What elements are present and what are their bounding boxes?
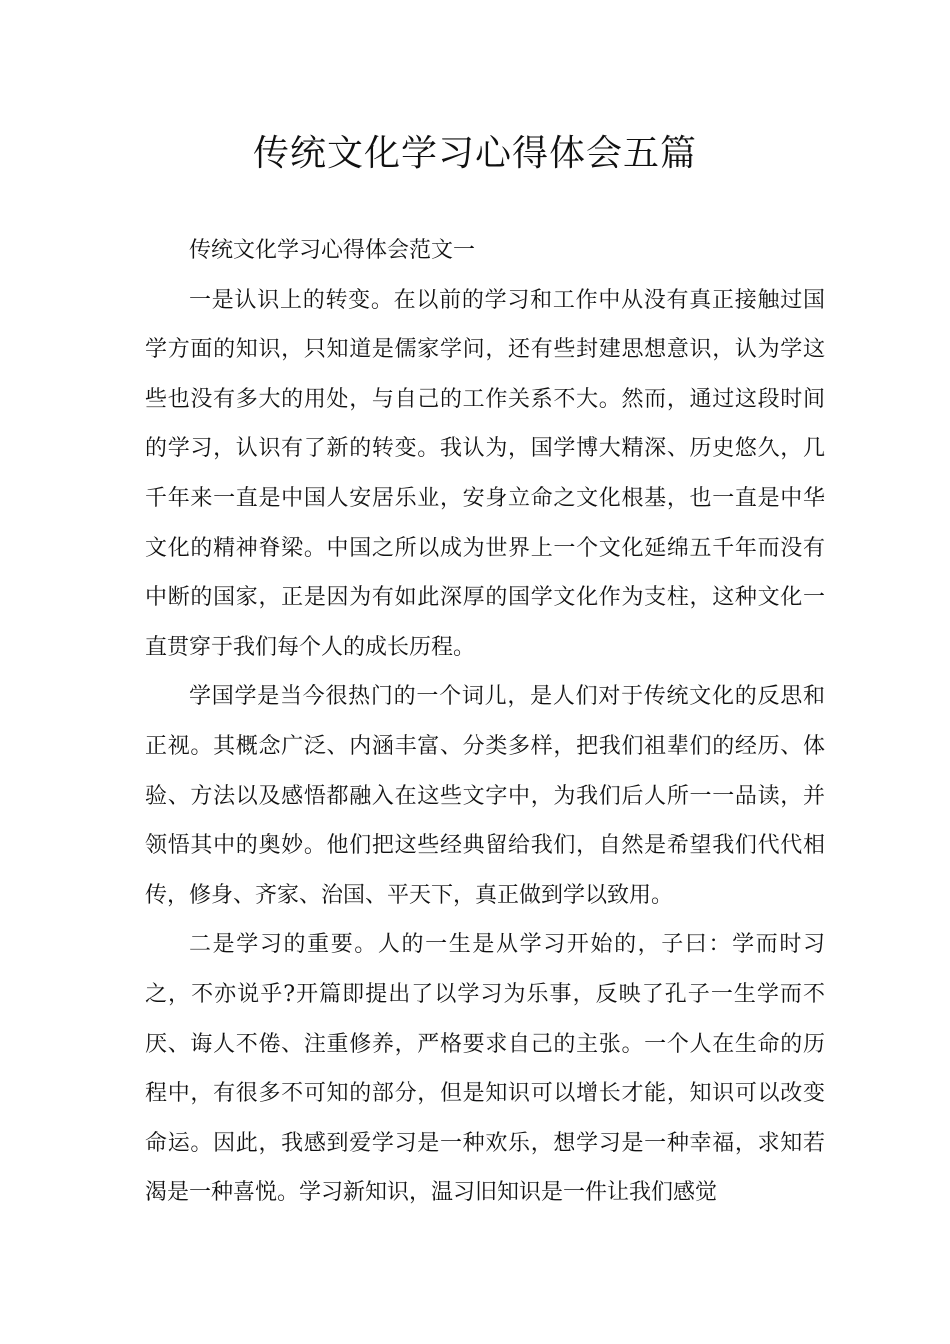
body-paragraph: 学国学是当今很热门的一个词儿，是人们对于传统文化的反思和正视。其概念广泛、内涵丰富、分类多样，把我们祖辈们的经历、体验、方法以及感悟都融入在这些文字中，为我们后人所一一品读，并领悟其中的奥妙。他们把这些经典留给我们，自然是希望我们代代相传，修身、齐家、治国、平天下，真正做到学以致用。 (145, 684, 825, 908)
document-title: 传统文化学习心得体会五篇 (252, 133, 697, 174)
section-heading: 传统文化学习心得体会范文一 (189, 238, 476, 263)
body-paragraph: 二是学习的重要。人的一生是从学习开始的，子曰：学而时习之，不亦说乎?开篇即提出了以学习为乐事，反映了孔子一生学而不厌、诲人不倦、注重修养，严格要求自己的主张。一个人在生命的历程中，有很多不可知的部分，但是知识可以增长才能，知识可以改变命运。因此，我感到爱学习是一种欢乐，想学习是一种幸福，求知若渴是一种喜悦。学习新知识，温习旧知识是一件让我们感觉 (145, 932, 825, 1206)
body-paragraph: 一是认识上的转变。在以前的学习和工作中从没有真正接触过国学方面的知识，只知道是儒家学问，还有些封建思想意识，认为学这些也没有多大的用处，与自己的工作关系不大。然而，通过这段时间的学习，认识有了新的转变。我认为，国学博大精深、历史悠久，几千年来一直是中国人安居乐业，安身立命之文化根基，也一直是中华文化的精神脊梁。中国之所以成为世界上一个文化延绵五千年而没有中断的国家，正是因为有如此深厚的国学文化作为支柱，这种文化一直贯穿于我们每个人的成长历程。 (145, 287, 825, 660)
document-body (145, 226, 825, 1218)
